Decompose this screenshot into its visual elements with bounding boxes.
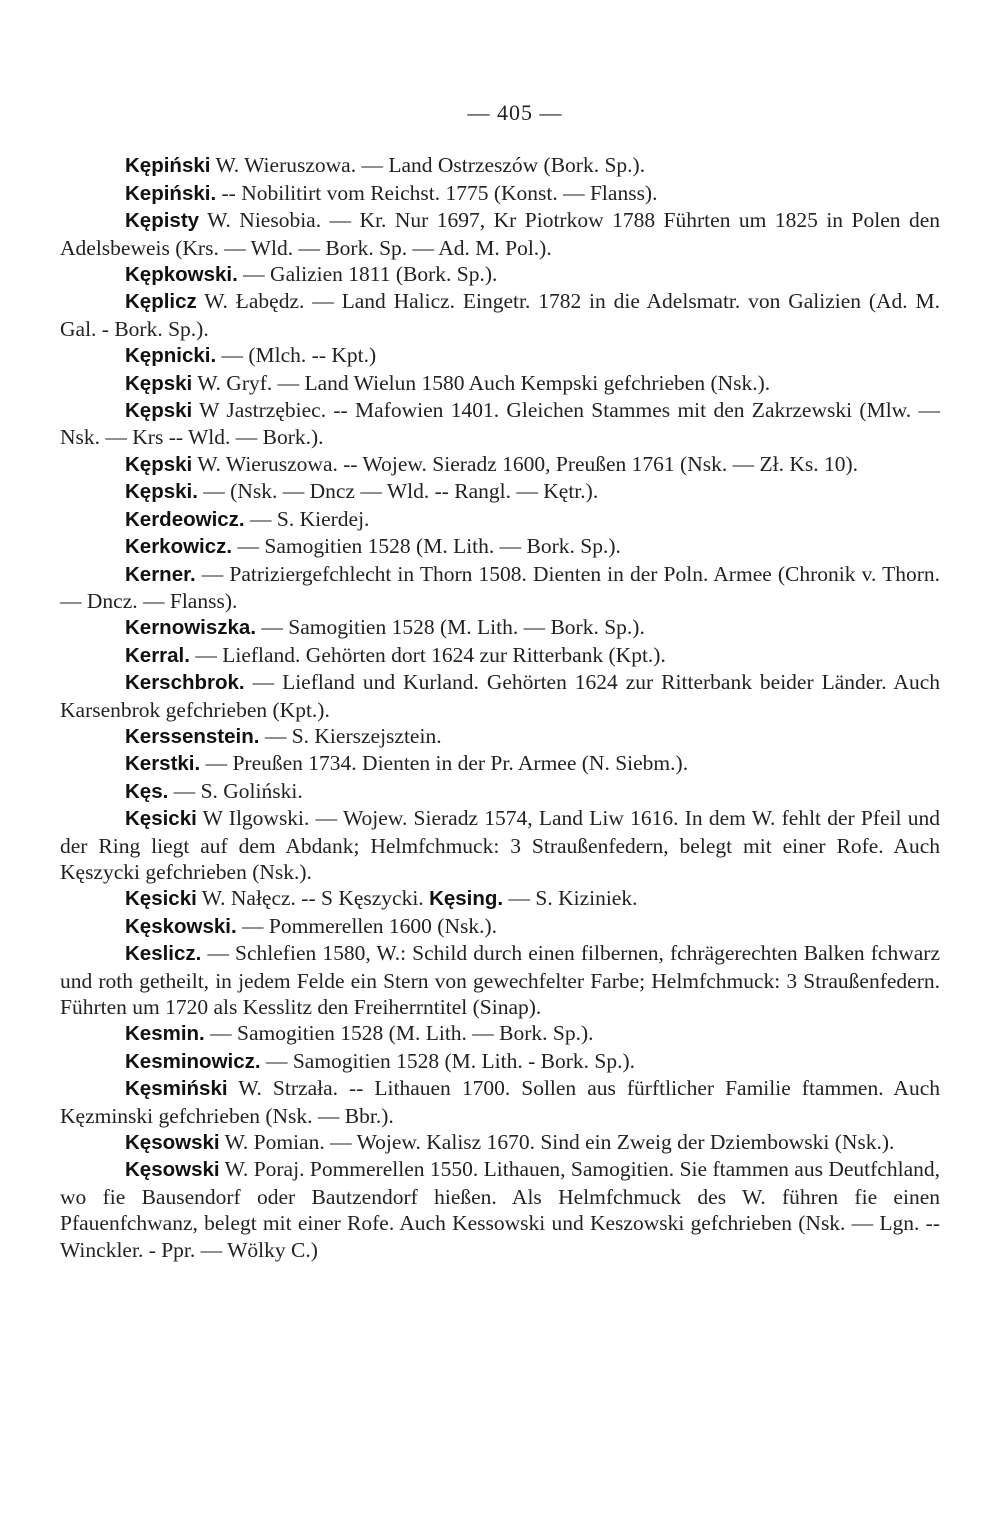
entry-text: W. Poraj. Pommerellen 1550. Lithauen, Samogitien. Sie ftammen aus Deutfchland, wo fie Bausendorf oder Bautzendorf hießen. Als Helmfchmuck des W. führen fie einen Pfauenfchwanz, belegt mit einer Rofe. Auch Kessowski und Keszowski gefchrieben (Nsk. — Lgn. -- Winckler. - Ppr. — Wölky C.) — [60, 1157, 940, 1262]
entry-text: — Samogitien 1528 (M. Lith. — Bork. Sp.). — [256, 615, 645, 640]
entry-text: W. Wieruszowa. — Land Ostrzeszów (Bork. Sp.). — [210, 153, 646, 178]
entry-headword: Kęsowski — [125, 1131, 220, 1155]
entry — [60, 750, 940, 777]
entry — [60, 261, 940, 288]
entry — [60, 805, 940, 885]
entry-headword: Kerstki. — [125, 752, 201, 776]
entry — [60, 669, 940, 723]
entry-text: W Jastrzębiec. -- Mafowien 1401. Gleichen Stammes mit den Zakrzewski (Mlw. — Nsk. — Krs -- Wld. — Bork.). — [60, 398, 940, 450]
entry-text: — S. Kierszejsztein. — [259, 723, 442, 748]
entry-headword: Keslicz. — [125, 942, 202, 966]
entry-text: — Patriziergefchlecht in Thorn 1508. Dienten in der Poln. Armee (Chronik v. Thorn. — Dncz. — Flanss). — [60, 561, 940, 613]
entry — [60, 533, 940, 560]
entry-text: — (Nsk. — Dncz — Wld. -- Rangl. — Kętr.). — [197, 479, 599, 504]
entry — [60, 642, 940, 669]
entry — [60, 288, 940, 342]
entry-headword: Kępiński — [125, 154, 211, 178]
entry — [60, 913, 940, 940]
entry-headword: Kęsicki — [125, 887, 197, 911]
entry-headword: Kęsicki — [125, 807, 197, 831]
entry-text: — S. Kierdej. — [244, 506, 370, 531]
entry-headword: Kerdeowicz. — [125, 507, 245, 531]
entry — [60, 451, 940, 478]
entry-headword: Kerner. — [125, 562, 196, 586]
entry-text: — Galizien 1811 (Bork. Sp.). — [237, 262, 498, 287]
entry-headword: Kerschbrok. — [125, 671, 245, 695]
entry-headword: Kernowiszka. — [125, 616, 257, 640]
entry — [60, 614, 940, 641]
entry-text: — Liefland. Gehörten dort 1624 zur Ritterbank (Kpt.). — [189, 642, 666, 667]
page-number: — 405 — — [467, 100, 563, 125]
entry-headword: Kęplicz — [125, 290, 197, 314]
entry-headword: Kesmin. — [125, 1022, 205, 1046]
entry — [60, 1156, 940, 1263]
entry-headword: Kępski. — [125, 480, 198, 504]
entry — [60, 561, 940, 615]
entry-text: W. Łabędz. — Land Halicz. Eingetr. 1782 in die Adelsmatr. von Galizien (Ad. M. Gal. - Bork. Sp.). — [60, 289, 940, 341]
entry-text: W. Wieruszowa. -- Wojew. Sieradz 1600, Preußen 1761 (Nsk. — Zł. Ks. 10). — [192, 451, 859, 476]
entry-headword: Kęsowski — [125, 1158, 220, 1182]
entry-headword: Kępski — [125, 452, 193, 476]
entry-headword: Kępski — [125, 371, 193, 395]
entry — [60, 397, 940, 451]
entry — [60, 940, 940, 1020]
entry — [60, 370, 940, 397]
entry-headword: Kęs. — [125, 779, 169, 803]
entry-text: W. Nałęcz. -- S Kęszycki. — [196, 886, 430, 911]
entry — [60, 207, 940, 261]
entry-text: — S. Goliński. — [168, 778, 303, 803]
book-page — [60, 100, 940, 1263]
entry-text: — Schlefien 1580, W.: Schild durch einen filbernen, fchrägerechten Balken fchwarz und roth getheilt, in jedem Felde ein Stern von gewechfelter Farbe; Helmfchmuck: 3 Straußenfedern. Führten um 1720 als Kesslitz den Freiherrntitel (Sinap). — [60, 941, 940, 1019]
entry — [60, 506, 940, 533]
entry — [60, 478, 940, 505]
entry — [60, 1129, 940, 1156]
entry — [60, 152, 940, 179]
entry-text: -- Nobilitirt vom Reichst. 1775 (Konst. — Flanss). — [216, 180, 658, 205]
entry-headword: Kęskowski. — [125, 914, 237, 938]
entry-text: W Ilgowski. — Wojew. Sieradz 1574, Land Liw 1616. In dem W. fehlt der Pfeil und der Ring liegt auf dem Abdank; Helmfchmuck: 3 Straußenfedern, belegt mit einer Rofe. Auch Kęszycki gefchrieben (Nsk.). — [60, 806, 940, 884]
entry-headword: Kesminowicz. — [125, 1049, 261, 1073]
entry-headword: Kępnicki. — [125, 344, 217, 368]
entry — [60, 342, 940, 369]
entry-headword: Kepiński. — [125, 181, 217, 205]
entry-text: — Samogitien 1528 (M. Lith. — Bork. Sp.). — [232, 534, 621, 559]
entry-text: W. Niesobia. — Kr. Nur 1697, Kr Piotrkow 1788 Führten um 1825 in Polen den Adelsbeweis (Krs. — Wld. — Bork. Sp. — Ad. M. Pol.). — [60, 208, 940, 260]
entry-text: — S. Kiziniek. — [503, 886, 638, 911]
entry — [60, 885, 940, 912]
entry-text: W. Pomian. — Wojew. Kalisz 1670. Sind ein Zweig der Dziembowski (Nsk.). — [219, 1130, 895, 1155]
entry-headword: Kęsmiński — [125, 1077, 228, 1101]
entry-text: — Pommerellen 1600 (Nsk.). — [236, 913, 498, 938]
entry-headword: Kerkowicz. — [125, 535, 233, 559]
entry — [60, 1020, 940, 1047]
entry-text: W. Gryf. — Land Wielun 1580 Auch Kempski gefchrieben (Nsk.). — [192, 370, 771, 395]
entry-text: — Samogitien 1528 (M. Lith. — Bork. Sp.). — [204, 1021, 594, 1046]
entry — [60, 180, 940, 207]
entry-text: — (Mlch. -- Kpt.) — [216, 343, 377, 368]
entry — [60, 778, 940, 805]
entry-headword: Kerral. — [125, 643, 190, 667]
entry-text: — Preußen 1734. Dienten in der Pr. Armee (N. Siebm.). — [200, 751, 689, 776]
entry-headword: Kępisty — [125, 209, 200, 233]
entry-headword: Kęsing. — [429, 887, 504, 911]
entry-headword: Kerssenstein. — [125, 724, 260, 748]
entry — [60, 1075, 940, 1129]
entry — [60, 723, 940, 750]
entry-text: — Samogitien 1528 (M. Lith. - Bork. Sp.). — [260, 1048, 636, 1073]
entry-headword: Kępski — [125, 399, 193, 423]
entry-text: W. Strzała. -- Lithauen 1700. Sollen aus fürftlicher Familie ftammen. Auch Kęzminski gefchrieben (Nsk. — Bbr.). — [60, 1076, 940, 1128]
entry-text: — Liefland und Kurland. Gehörten 1624 zur Ritterbank beider Länder. Auch Karsenbrok gefchrieben (Kpt.). — [60, 670, 940, 722]
entry — [60, 1048, 940, 1075]
entry-headword: Kępkowski. — [125, 263, 238, 287]
